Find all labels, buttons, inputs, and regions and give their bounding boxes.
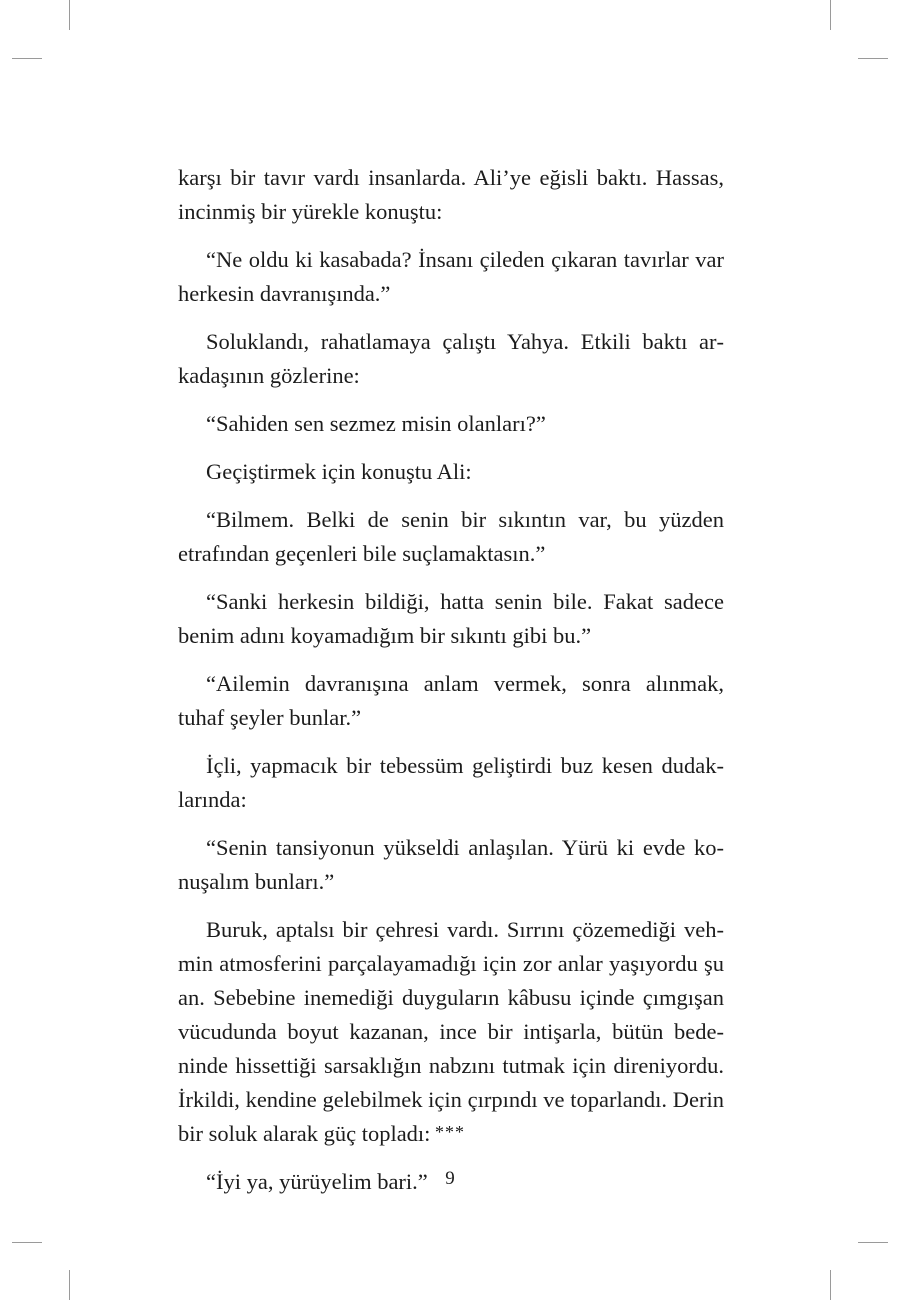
page-number: 9 — [445, 1168, 455, 1189]
body-text — [178, 161, 724, 1213]
paragraph: “Sanki herkesin bildiği, hatta senin bile. Fakat sadece benim adını koyamadığım bir sıkıntı gibi bu.” — [178, 589, 724, 648]
paragraph: Geçiştirmek için konuştu Ali: — [206, 459, 472, 484]
paragraph: “Ne oldu ki kasabada? İnsanı çileden çıkaran tavırlar var herkesin davranışında.” — [178, 247, 724, 306]
paragraph: “Bilmem. Belki de senin bir sıkıntın var, bu yüzden etrafından geçenleri bile suçlamaktasın.” — [178, 507, 724, 566]
crop-mark-top-left-horizontal — [12, 58, 42, 59]
paragraph-continuation: karşı bir tavır vardı insanlarda. Ali’ye eğisli baktı. Hassas, incinmiş bir yürekle konuştu: — [178, 165, 724, 224]
paragraph: İçli, yapmacık bir tebessüm geliştirdi buz kesen dudaklarında: — [178, 753, 724, 812]
paragraph: Buruk, aptalsı bir çehresi vardı. Sırrını çözemediği vehmin atmosferini parçalayamadığı için zor anlar yaşıyordu şu an. Sebebine inemediği duyguların kâbusu içinde çımgışan vücudunda boyut kazanan, ince bir intişarla, bütün bedeninde hissettiği sarsaklığın nabzını tutmak için direniyordu. İrkildi, kendine gelebilmek için çırpındı ve toparlandı. Derin bir soluk alarak güç topladı: — [178, 917, 724, 1146]
paragraph: “İyi ya, yürüyelim bari.” — [206, 1169, 428, 1194]
crop-mark-bottom-left-horizontal — [12, 1242, 42, 1243]
paragraph: Soluklandı, rahatlamaya çalıştı Yahya. Etkili baktı arkadaşının gözlerine: — [178, 329, 724, 388]
paragraph: “Senin tansiyonun yükseldi anlaşılan. Yürü ki evde konuşalım bunları.” — [178, 835, 724, 894]
crop-mark-bottom-right-vertical — [830, 1270, 831, 1300]
crop-mark-top-right-horizontal — [858, 58, 888, 59]
section-break: *** — [435, 1122, 465, 1142]
crop-mark-bottom-right-horizontal — [858, 1242, 888, 1243]
paragraph: “Ailemin davranışına anlam vermek, sonra alınmak, tuhaf şeyler bunlar.” — [178, 671, 724, 730]
crop-mark-top-right-vertical — [830, 0, 831, 30]
paragraph: “Sahiden sen sezmez misin olanları?” — [206, 411, 546, 436]
crop-mark-bottom-left-vertical — [69, 1270, 70, 1300]
crop-mark-top-left-vertical — [69, 0, 70, 30]
